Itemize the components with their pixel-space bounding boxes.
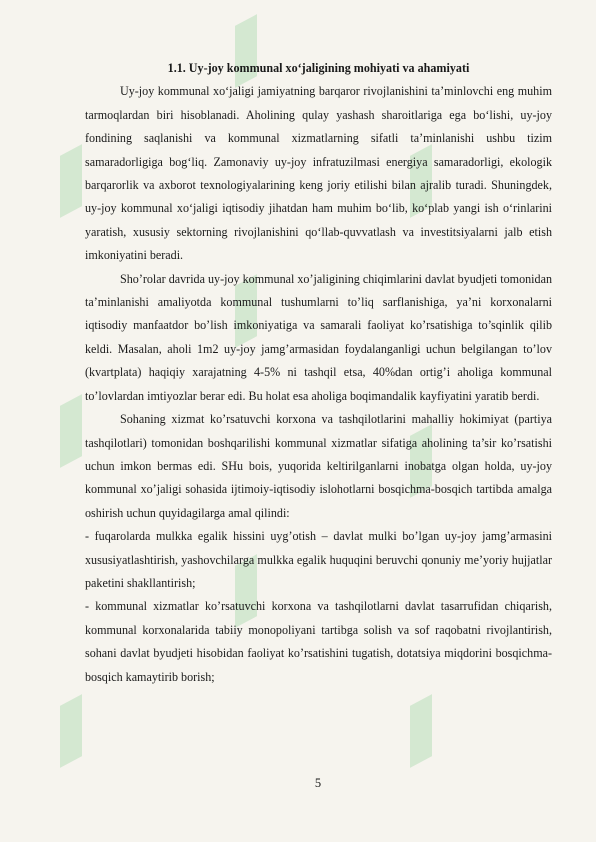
paragraph: Sohaning xizmat ko’rsatuvchi korxona va tashqilotlarini mahalliy hokimiyat (partiya tashqilotlari) tomonidan boshqarilishi kommunal xizmatlar sifatiga aholining ta’sir ko’rsatishi uchun imkon bermas edi. SHu bois, yuqorida keltirilganlarni inobatga olgan holda, uy-joy kommunal xo’jaligi sohasida ijtimoiy-iqtisodiy islohotlarni bosqichma-bosqich tartibda amalga oshirish uchun quyidagilarga amal qilindi: bbox=[85, 412, 552, 520]
section-title: 1.1. Uy-joy kommunal xo‘jaligining mohiyati va ahamiyati bbox=[167, 61, 470, 75]
watermark-mark bbox=[60, 144, 82, 218]
list-item: - fuqarolarda mulkka egalik hissini uyg’otish – davlat mulki bo’lgan uy-joy jamg’armasini xususiyatlashtirish, yashovchilarga mulkka egalik huquqini beruvchi qonuniy me’yoriy hujjatlar paketini shakllantirish; bbox=[85, 529, 552, 590]
page-number: 5 bbox=[314, 776, 322, 790]
paragraph: Uy-joy kommunal xo‘jaligi jamiyatning barqaror rivojlanishini ta’minlovchi eng muhim tarmoqlardan biri hisoblanadi. Aholining qulay yashash sharoitlariga ega bo‘lishi, uy-joy fondining saqlanishi va kommunal xizmatlarning sifatli ta’minlanishi ushbu tizim samaradorligiga bog‘liq. Zamonaviy uy-joy infratuzilmasi energiya samaradorligi, ekologik barqarorlik va axborot texnologiyalarining keng joriy etilishi bilan ajralib turadi. Shuningdek, uy-joy kommunal xo‘jaligi iqtisodiy jihatdan ham muhim bo‘lib, ko‘plab yangi ish o‘rinlarini yaratish, xususiy sektorning rivojlanishini qo‘llab-quvvatlash va investitsiyalarni jalb etish imkoniyatini beradi. bbox=[85, 84, 552, 263]
paragraph: Sho’rolar davrida uy-joy kommunal xo’jaligining chiqimlarini davlat byudjeti tomonidan ta’minlanishi amaliyotda kommunal tushumlarni to’liq sarflanishiga, ya’ni korxonalarni iqtisodiy manfaatdor bo’lish imkoniyatiga va samarali faoliyat ko’rsatishiga to’sqinlik qilib keldi. Masalan, aholi 1m2 uy-joy jamg’armasidan foydalanganligi uchun belgilangan to’lov (kvartplata) haqiqiy xarajatning 4-5% ni tashqil etsa, 40%dan ortig’i aholiga kommunal to’lovlardan imtiyozlar berar edi. Bu holat esa aholiga boqimandalik kayfiyatini yaratib berdi. bbox=[85, 271, 552, 403]
watermark-mark bbox=[410, 694, 432, 768]
watermark-mark bbox=[60, 694, 82, 768]
watermark-mark bbox=[60, 394, 82, 468]
document-body bbox=[85, 57, 552, 689]
list-item: - kommunal xizmatlar ko’rsatuvchi korxona va tashqilotlarni davlat tasarrufidan chiqarish, kommunal korxonalarida tabiiy monopoliyani tartibga solish va sof raqobatni rivojlantirish, sohani davlat byudjeti hisobidan faoliyat ko’rsatishini tugatish, dotatsiya miqdorini bosqichma-bosqich kamaytirib borish; bbox=[85, 599, 552, 684]
